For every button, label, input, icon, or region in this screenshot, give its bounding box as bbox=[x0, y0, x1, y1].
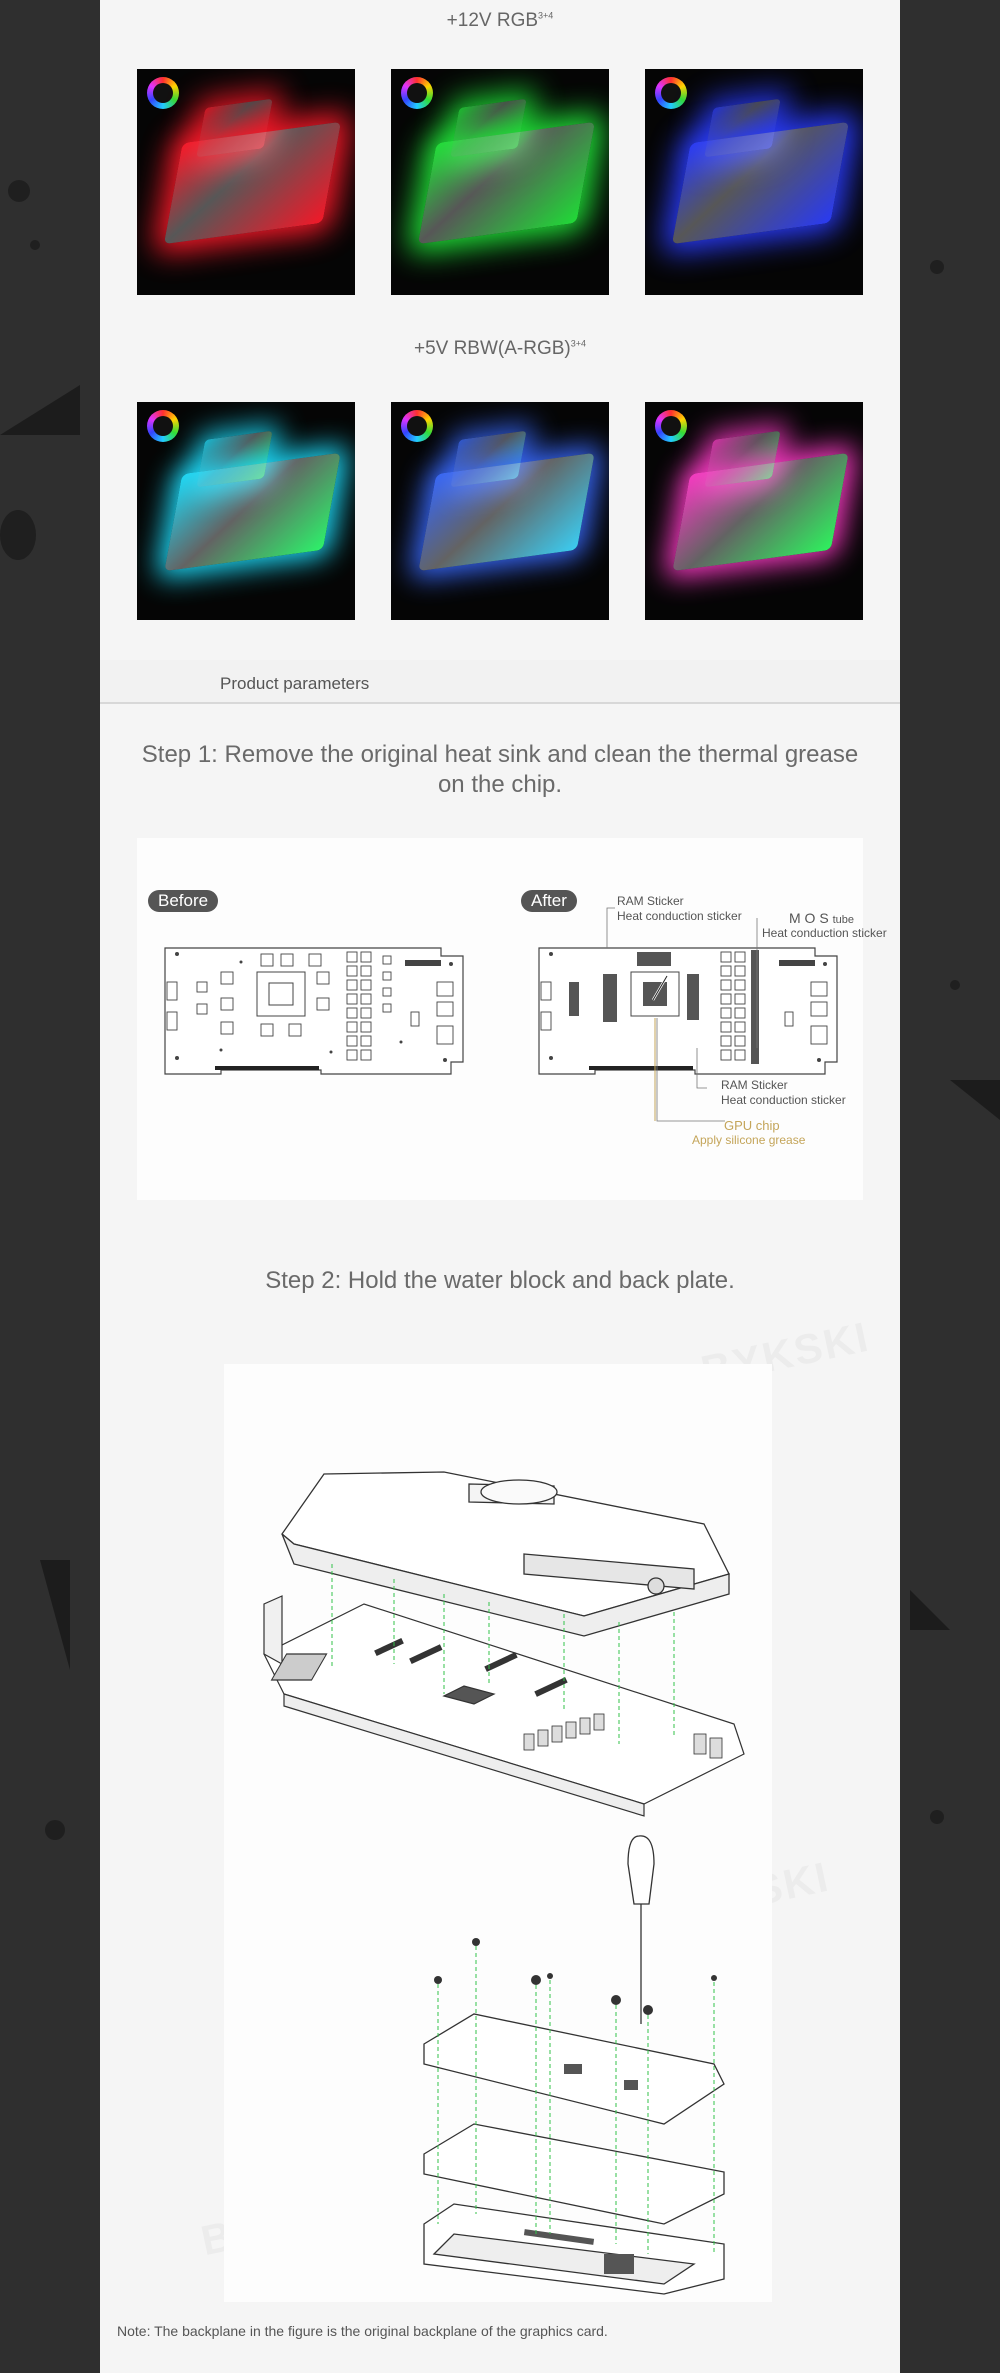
gpu-chip-sublabel: Apply silicone grease bbox=[692, 1133, 806, 1147]
water-block-glow bbox=[672, 122, 849, 244]
side-triangle bbox=[910, 1590, 950, 1630]
rgb12-title bbox=[100, 10, 900, 32]
water-block-glow bbox=[419, 453, 595, 571]
side-triangle bbox=[0, 385, 80, 435]
rbw-system-logo-icon bbox=[401, 410, 433, 442]
rgb5-title-text: +5V RBW(A-RGB) bbox=[413, 338, 571, 359]
mos-tube-label bbox=[789, 910, 854, 926]
ram-sticker-top-sublabel: Heat conduction sticker bbox=[617, 909, 742, 923]
rbw-system-logo-icon bbox=[655, 410, 687, 442]
water-block-glow bbox=[418, 122, 595, 244]
product-parameters-section bbox=[100, 660, 900, 704]
rgb12-title-sup: 3+4 bbox=[538, 10, 554, 21]
side-triangle bbox=[40, 1560, 70, 1670]
pcb-after-diagram bbox=[535, 942, 845, 1082]
mos-tube-suffix: tube bbox=[832, 914, 854, 926]
rgb5-image-2 bbox=[391, 402, 609, 620]
after-label: After bbox=[521, 890, 577, 912]
rgb12-image-blue bbox=[645, 69, 863, 295]
ram-sticker-bottom-sublabel: Heat conduction sticker bbox=[721, 1093, 846, 1107]
water-block-glow bbox=[673, 453, 849, 571]
step2-diagram-panel bbox=[224, 1364, 772, 2302]
rgb-system-logo-icon bbox=[655, 77, 687, 109]
rgb5-image-1 bbox=[137, 402, 355, 620]
water-block-assembly-diagram bbox=[224, 1364, 772, 2302]
mos-tube-sublabel: Heat conduction sticker bbox=[762, 926, 887, 940]
side-dot bbox=[0, 510, 36, 560]
before-label: Before bbox=[148, 890, 218, 912]
rgb12-image-green bbox=[391, 69, 609, 295]
step1-title: Step 1: Remove the original heat sink and clean the thermal grease on the chip. bbox=[141, 741, 859, 798]
rgb5-title-sup: 3+4 bbox=[570, 338, 587, 349]
rgb5-image-3 bbox=[645, 402, 863, 620]
side-triangle bbox=[950, 1080, 1000, 1120]
rgb-system-logo-icon bbox=[147, 77, 179, 109]
step1-diagram-panel bbox=[137, 838, 887, 1200]
side-dot bbox=[8, 180, 30, 202]
gpu-chip-label: GPU chip bbox=[724, 1118, 780, 1133]
rgb12-image-red bbox=[137, 69, 355, 295]
step2-title: Step 2: Hold the water block and back plate. bbox=[265, 1267, 735, 1294]
mos-label: M O S bbox=[789, 910, 829, 926]
pcb-before-diagram bbox=[161, 942, 471, 1082]
water-block-glow bbox=[164, 122, 341, 244]
rgb12-title-text: +12V RGB bbox=[446, 10, 539, 31]
rbw-system-logo-icon bbox=[147, 410, 179, 442]
product-detail-page bbox=[100, 0, 900, 2373]
side-dot bbox=[950, 980, 960, 990]
side-dot bbox=[930, 1810, 944, 1824]
ram-sticker-bottom-label: RAM Sticker bbox=[721, 1078, 788, 1092]
side-dot bbox=[30, 240, 40, 250]
side-dot bbox=[930, 260, 944, 274]
rgb5-title bbox=[100, 338, 900, 360]
rgb-system-logo-icon bbox=[401, 77, 433, 109]
backplane-note: Note: The backplane in the figure is the original backplane of the graphics card. bbox=[117, 2323, 608, 2339]
water-block-glow bbox=[165, 453, 341, 571]
side-dot bbox=[45, 1820, 65, 1840]
product-parameters-label: Product parameters bbox=[220, 674, 370, 693]
ram-sticker-top-label: RAM Sticker bbox=[617, 894, 684, 908]
